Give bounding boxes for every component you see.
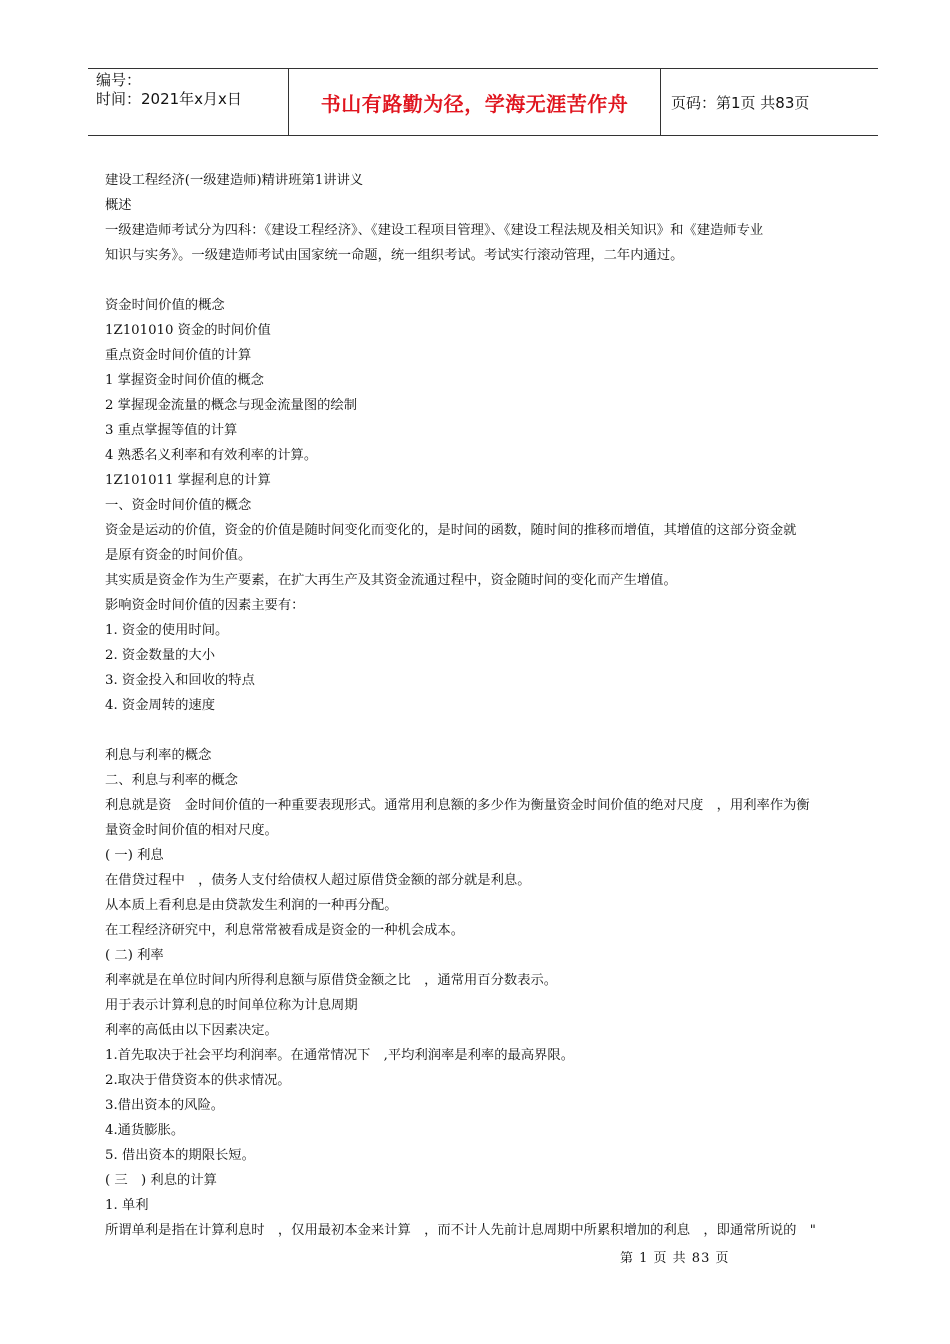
header-motto: 书山有路勤为径，学海无涯苦作舟 xyxy=(320,91,629,116)
document-number-label: 编号： xyxy=(96,71,142,89)
text-line: 知识与实务》。一级建造师考试由国家统一命题，统一组织考试。考试实行滚动管理，二年内通过。 xyxy=(105,248,684,263)
text-line: 1. 资金的使用时间。 xyxy=(105,623,229,638)
text-line: 重点资金时间价值的计算 xyxy=(105,348,252,363)
text-line: 1 掌握资金时间价值的概念 xyxy=(105,373,264,388)
document-body xyxy=(105,168,865,1243)
document-header xyxy=(88,68,878,136)
text-line: 1Z101010 资金的时间价值 xyxy=(105,323,271,338)
text-line: 从本质上看利息是由贷款发生利润的一种再分配。 xyxy=(105,898,398,913)
text-line: ( 一) 利息 xyxy=(105,848,164,863)
page-footer: 第 1 页 共 83 页 xyxy=(620,1251,730,1266)
text-line: 二、利息与利率的概念 xyxy=(105,773,238,788)
text-line: 利息与利率的概念 xyxy=(105,748,212,763)
text-line: 2. 资金数量的大小 xyxy=(105,648,215,663)
text-line: 5. 借出资本的期限长短。 xyxy=(105,1148,255,1163)
text-line: 1.首先取决于社会平均利润率。在通常情况下 ,平均利润率是利率的最高界限。 xyxy=(105,1048,575,1063)
text-line: 在工程经济研究中，利息常常被看成是资金的一种机会成本。 xyxy=(105,923,465,938)
text-line: 资金时间价值的概念 xyxy=(105,298,225,313)
text-line: 一、资金时间价值的概念 xyxy=(105,498,252,513)
text-line: 4.通货膨胀。 xyxy=(105,1123,185,1138)
blank-line xyxy=(105,718,865,743)
text-line: 是原有资金的时间价值。 xyxy=(105,548,252,563)
text-line: 一级建造师考试分为四科：《建设工程经济》、《建设工程项目管理》、《建设工程法规及相关知识》和《建造师专业 xyxy=(105,223,764,238)
text-line: 3 重点掌握等值的计算 xyxy=(105,423,238,438)
text-line: 4. 资金周转的速度 xyxy=(105,698,215,713)
text-line: 2.取决于借贷资本的供求情况。 xyxy=(105,1073,291,1088)
text-line: 量资金时间价值的相对尺度。 xyxy=(105,823,278,838)
text-line: 概述 xyxy=(105,198,132,213)
text-line: 2 掌握现金流量的概念与现金流量图的绘制 xyxy=(105,398,358,413)
text-line: 3.借出资本的风险。 xyxy=(105,1098,225,1113)
text-line: 1. 单利 xyxy=(105,1198,149,1213)
text-line: 1Z101011 掌握利息的计算 xyxy=(105,473,271,488)
text-line: ( 三 ) 利息的计算 xyxy=(105,1173,217,1188)
text-line: 建设工程经济(一级建造师)精讲班第1讲讲义 xyxy=(105,173,364,188)
text-line: 用于表示计算利息的时间单位称为计息周期 xyxy=(105,998,358,1013)
text-line: 利率的高低由以下因素决定。 xyxy=(105,1023,278,1038)
document-time-label: 时间：2021年x月x日 xyxy=(96,90,242,108)
text-line: 其实质是资金作为生产要素，在扩大再生产及其资金流通过程中，资金随时间的变化而产生增值。 xyxy=(105,573,677,588)
header-motto-cell xyxy=(288,69,661,135)
text-line: ( 二) 利率 xyxy=(105,948,164,963)
text-line: 资金是运动的价值，资金的价值是随时间变化而变化的，是时间的函数，随时间的推移而增值，其增值的这部分资金就 xyxy=(105,523,797,538)
blank-line xyxy=(105,268,865,293)
text-line: 影响资金时间价值的因素主要有： xyxy=(105,598,305,613)
text-line: 4 熟悉名义利率和有效利率的计算。 xyxy=(105,448,318,463)
text-line: 3. 资金投入和回收的特点 xyxy=(105,673,255,688)
text-line: 所谓单利是指在计算利息时 ，仅用最初本金来计算 ，而不计人先前计息周期中所累积增加的利息 ，即通常所说的 " xyxy=(105,1223,816,1238)
text-line: 在借贷过程中 ，债务人支付给债权人超过原借贷金额的部分就是利息。 xyxy=(105,873,531,888)
text-line: 利率就是在单位时间内所得利息额与原借贷金额之比 ，通常用百分数表示。 xyxy=(105,973,558,988)
text-line: 利息就是资 金时间价值的一种重要表现形式。通常用利息额的多少作为衡量资金时间价值的绝对尺度 ，用利率作为衡 xyxy=(105,798,810,813)
header-meta xyxy=(88,69,288,135)
header-page-info: 页码：第1页 共83页 xyxy=(671,93,810,112)
